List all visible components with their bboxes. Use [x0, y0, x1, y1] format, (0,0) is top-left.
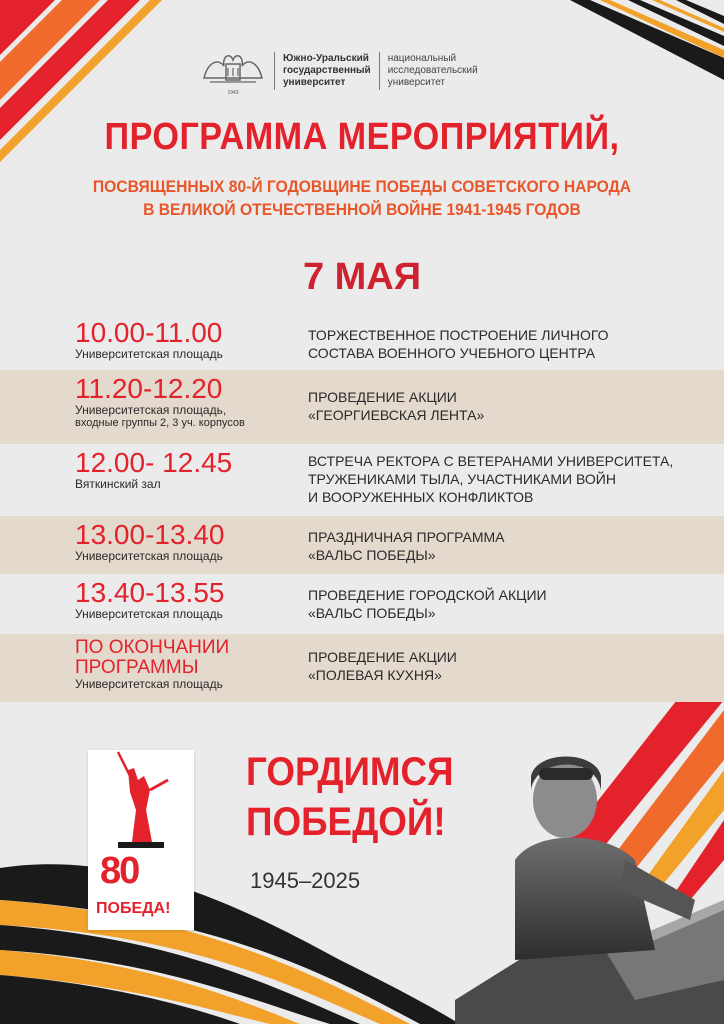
- university-status-line: исследовательский: [387, 65, 478, 76]
- university-name-line: Южно-Уральский: [283, 53, 369, 64]
- event-place: входные группы 2, 3 уч. корпусов: [75, 417, 245, 429]
- event-description: [308, 648, 718, 684]
- event-description: [308, 326, 718, 362]
- event-description-line: «ВАЛЬС ПОБЕДЫ»: [308, 605, 436, 621]
- event-description: [308, 452, 718, 506]
- event-description-line: ВСТРЕЧА РЕКТОРА С ВЕТЕРАНАМИ УНИВЕРСИТЕТА,: [308, 453, 674, 469]
- event-place: Университетская площадь: [75, 347, 223, 361]
- emblem-word: ПОБЕДА!: [96, 900, 171, 917]
- event-time: ПО ОКОНЧАНИИ: [75, 637, 230, 658]
- event-place: Университетская площадь: [75, 607, 223, 621]
- schedule-row: [0, 370, 724, 444]
- pilot-photo: [455, 750, 724, 1024]
- page-subtitle-line: В ВЕЛИКОЙ ОТЕЧЕСТВЕННОЙ ВОЙНЕ 1941-1945 ГОДОВ: [143, 200, 581, 219]
- event-description-line: И ВООРУЖЕННЫХ КОНФЛИКТОВ: [308, 489, 534, 505]
- event-time: 13.40-13.55: [75, 577, 225, 608]
- schedule-row: [0, 314, 724, 370]
- university-status: [388, 53, 478, 89]
- event-description-line: ПРОВЕДЕНИЕ ГОРОДСКОЙ АКЦИИ: [308, 587, 547, 603]
- university-status-line: университет: [387, 77, 446, 88]
- event-description: [308, 528, 718, 564]
- day-heading: 7 МАЯ: [302, 256, 422, 298]
- event-description: [308, 388, 718, 424]
- schedule-row: [0, 516, 724, 574]
- university-status-line: национальный: [387, 53, 457, 64]
- event-description-line: ТРУЖЕНИКАМИ ТЫЛА, УЧАСТНИКАМИ ВОЙН: [308, 471, 616, 487]
- emblem-number: 80: [100, 850, 139, 892]
- page-subtitle-line: ПОСВЯЩЕННЫХ 80-Й ГОДОВЩИНЕ ПОБЕДЫ СОВЕТСКОГО НАРОДА: [92, 177, 632, 196]
- event-description-line: «ВАЛЬС ПОБЕДЫ»: [308, 547, 436, 563]
- event-description: [308, 586, 718, 622]
- schedule-row: [0, 444, 724, 516]
- university-name-line: университет: [283, 77, 346, 88]
- university-logo: [200, 48, 478, 94]
- victory-80-emblem: [88, 750, 194, 930]
- crest-year: 1943: [227, 90, 239, 96]
- event-time: 13.00-13.40: [75, 519, 225, 550]
- event-place: Вяткинский зал: [75, 477, 161, 491]
- anniversary-years: 1945–2025: [250, 868, 361, 893]
- logo-divider: [379, 52, 380, 90]
- slogan-line: ГОРДИМСЯ: [246, 750, 454, 794]
- university-crest-icon: [200, 48, 266, 94]
- event-place: Университетская площадь: [75, 549, 223, 563]
- event-time: ПРОГРАММЫ: [75, 657, 199, 678]
- event-description-line: СОСТАВА ВОЕННОГО УЧЕБНОГО ЦЕНТРА: [308, 345, 596, 361]
- logo-divider: [274, 52, 275, 90]
- event-description-line: «ГЕОРГИЕВСКАЯ ЛЕНТА»: [308, 407, 485, 423]
- event-description-line: «ПОЛЕВАЯ КУХНЯ»: [308, 667, 442, 683]
- schedule-row: [0, 574, 724, 634]
- university-name-line: государственный: [283, 65, 371, 76]
- event-description-line: ПРОВЕДЕНИЕ АКЦИИ: [308, 389, 457, 405]
- event-time: 11.20-12.20: [75, 373, 223, 404]
- event-time: 12.00- 12.45: [75, 447, 233, 478]
- slogan-line: ПОБЕДОЙ!: [246, 800, 446, 844]
- schedule-list: [0, 314, 724, 702]
- event-description-line: ПРАЗДНИЧНАЯ ПРОГРАММА: [308, 529, 505, 545]
- event-description-line: ПРОВЕДЕНИЕ АКЦИИ: [308, 649, 457, 665]
- page-title: ПРОГРАММА МЕРОПРИЯТИЙ,: [104, 116, 620, 158]
- event-description-line: ТОРЖЕСТВЕННОЕ ПОСТРОЕНИЕ ЛИЧНОГО: [308, 327, 609, 343]
- event-place: Университетская площадь,: [75, 403, 227, 417]
- schedule-row: [0, 634, 724, 702]
- motherland-statue-icon: [88, 750, 194, 860]
- event-place: Университетская площадь: [75, 677, 223, 691]
- event-time: 10.00-11.00: [75, 317, 223, 348]
- university-name: [283, 53, 371, 89]
